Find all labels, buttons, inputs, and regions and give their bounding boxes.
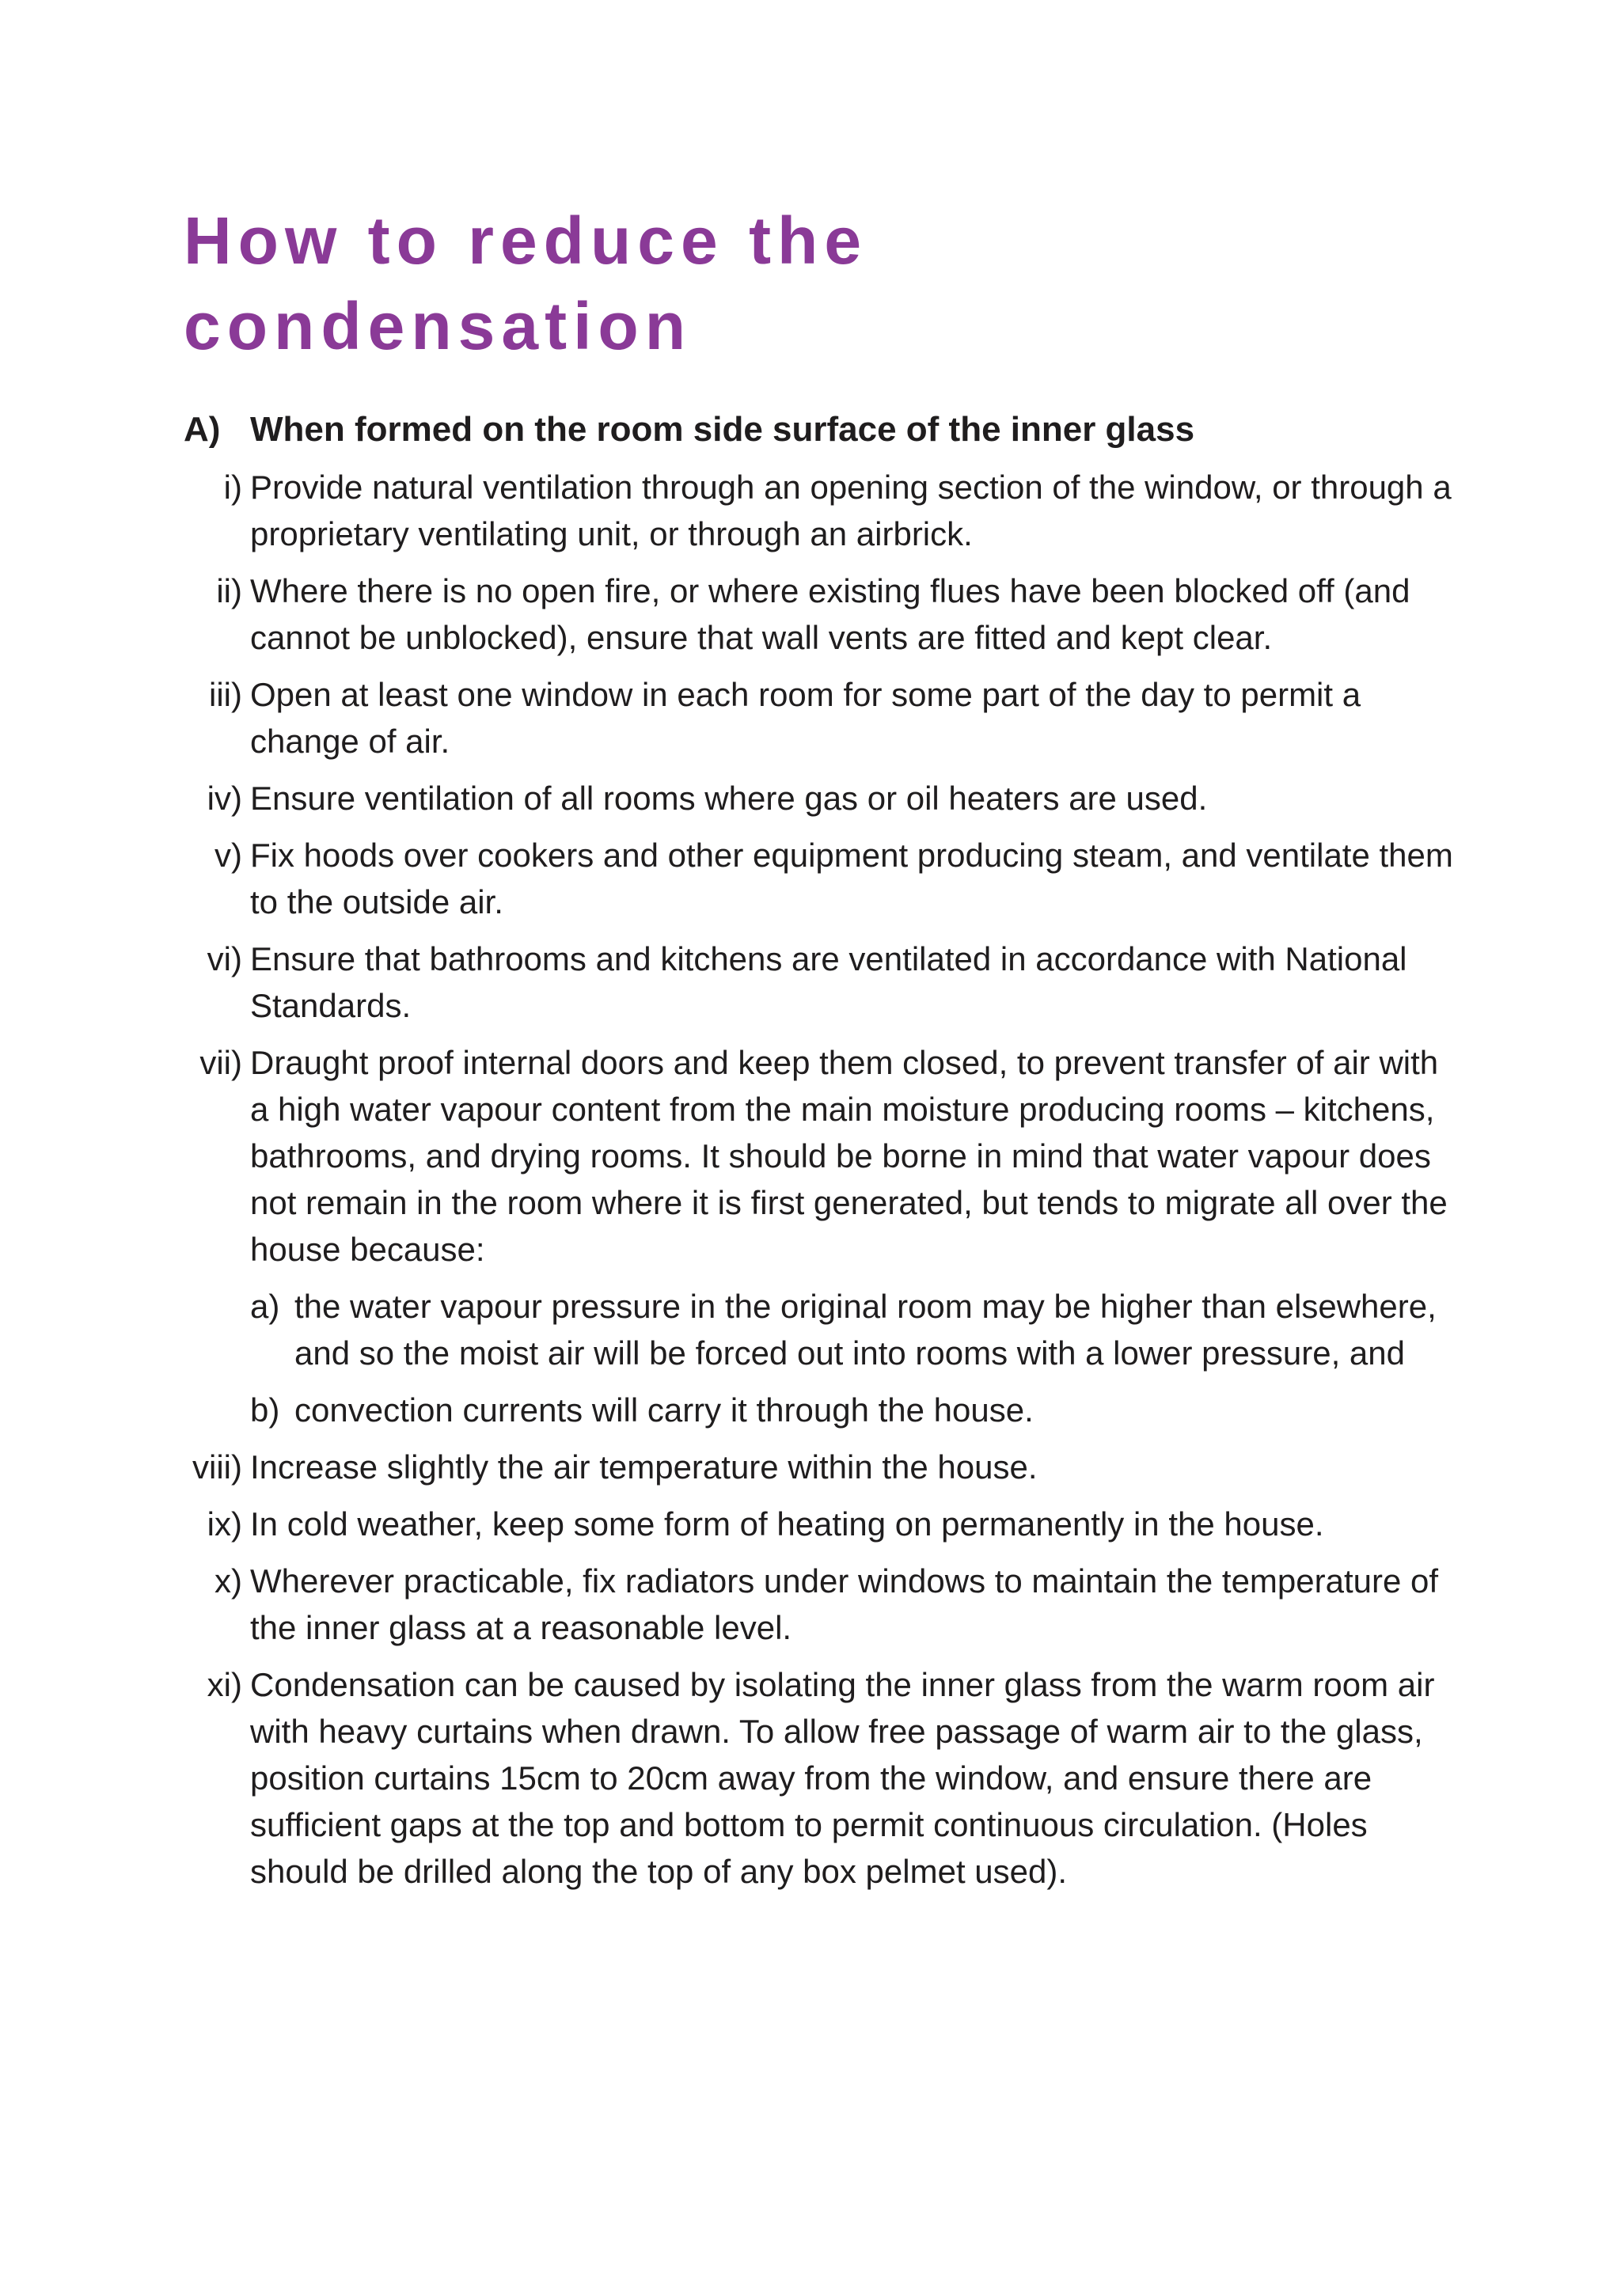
item-number: viii) xyxy=(192,1448,242,1486)
item-number: vii) xyxy=(199,1044,242,1081)
item-number: iv) xyxy=(207,780,242,817)
section-heading-text: When formed on the room side surface of the inner glass xyxy=(250,410,1195,449)
sub-list-item xyxy=(250,1283,1466,1376)
document-page xyxy=(184,198,1466,1905)
item-text: Open at least one window in each room for some part of the day to permit a change of air. xyxy=(250,676,1361,760)
list-item xyxy=(184,1558,1466,1651)
item-number: v) xyxy=(214,837,242,874)
item-number: xi) xyxy=(207,1666,242,1703)
item-text: In cold weather, keep some form of heating on permanently in the house. xyxy=(250,1505,1324,1543)
item-number: iii) xyxy=(209,676,242,713)
item-text: Increase slightly the air temperature within the house. xyxy=(250,1448,1038,1486)
sub-list xyxy=(250,1283,1466,1433)
item-text: Ensure that bathrooms and kitchens are ventilated in accordance with National Standards. xyxy=(250,940,1407,1024)
item-number: x) xyxy=(214,1562,242,1600)
list-item xyxy=(184,832,1466,925)
sub-list-item xyxy=(250,1387,1466,1433)
sub-item-text: convection currents will carry it through the house. xyxy=(294,1391,1034,1429)
list-item xyxy=(184,935,1466,1029)
item-text: Fix hoods over cookers and other equipment producing steam, and ventilate them to the outside air. xyxy=(250,837,1453,920)
item-text: Condensation can be caused by isolating the inner glass from the warm room air with heavy curtains when drawn. To allow free passage of warm air to the glass, position curtains 15cm to 20cm away from the window, and ensure there are sufficient gaps at the top and bottom to permit continuous circulation. (Holes should be drilled along the top of any box pelmet used). xyxy=(250,1666,1435,1890)
item-number: vi) xyxy=(207,940,242,977)
item-number: ii) xyxy=(216,572,242,609)
list-item xyxy=(184,775,1466,822)
recommendation-list xyxy=(184,464,1466,1895)
sub-item-letter: b) xyxy=(250,1391,280,1429)
item-number: i) xyxy=(223,469,242,506)
item-number: ix) xyxy=(207,1505,242,1543)
sub-item-letter: a) xyxy=(250,1288,280,1325)
item-text: Wherever practicable, fix radiators under windows to maintain the temperature of the inner glass at a reasonable level. xyxy=(250,1562,1439,1646)
list-item xyxy=(184,1501,1466,1547)
page-title xyxy=(184,198,1466,369)
item-text: Where there is no open fire, or where existing flues have been blocked off (and cannot be unblocked), ensure that wall vents are fitted and kept clear. xyxy=(250,572,1410,656)
list-item xyxy=(184,1661,1466,1895)
list-item xyxy=(184,567,1466,661)
list-item xyxy=(184,464,1466,557)
item-text: Draught proof internal doors and keep them closed, to prevent transfer of air with a high water vapour content from the main moisture producing rooms – kitchens, bathrooms, and drying rooms. It should be borne in mind that water vapour does not remain in the room where it is first generated, but tends to migrate all over the house because: xyxy=(250,1044,1448,1268)
page-title-line-2: condensation xyxy=(184,289,693,363)
list-item xyxy=(184,1039,1466,1433)
list-item xyxy=(184,671,1466,765)
item-text: Ensure ventilation of all rooms where gas or oil heaters are used. xyxy=(250,780,1208,817)
page-title-line-1: How to reduce the xyxy=(184,203,868,278)
section-marker: A) xyxy=(184,410,221,449)
item-text: Provide natural ventilation through an opening section of the window, or through a proprietary ventilating unit, or through an airbrick. xyxy=(250,469,1452,552)
list-item xyxy=(184,1444,1466,1490)
sub-item-text: the water vapour pressure in the original room may be higher than elsewhere, and so the moist air will be forced out into rooms with a lower pressure, and xyxy=(294,1288,1437,1372)
section-heading xyxy=(184,407,1466,453)
